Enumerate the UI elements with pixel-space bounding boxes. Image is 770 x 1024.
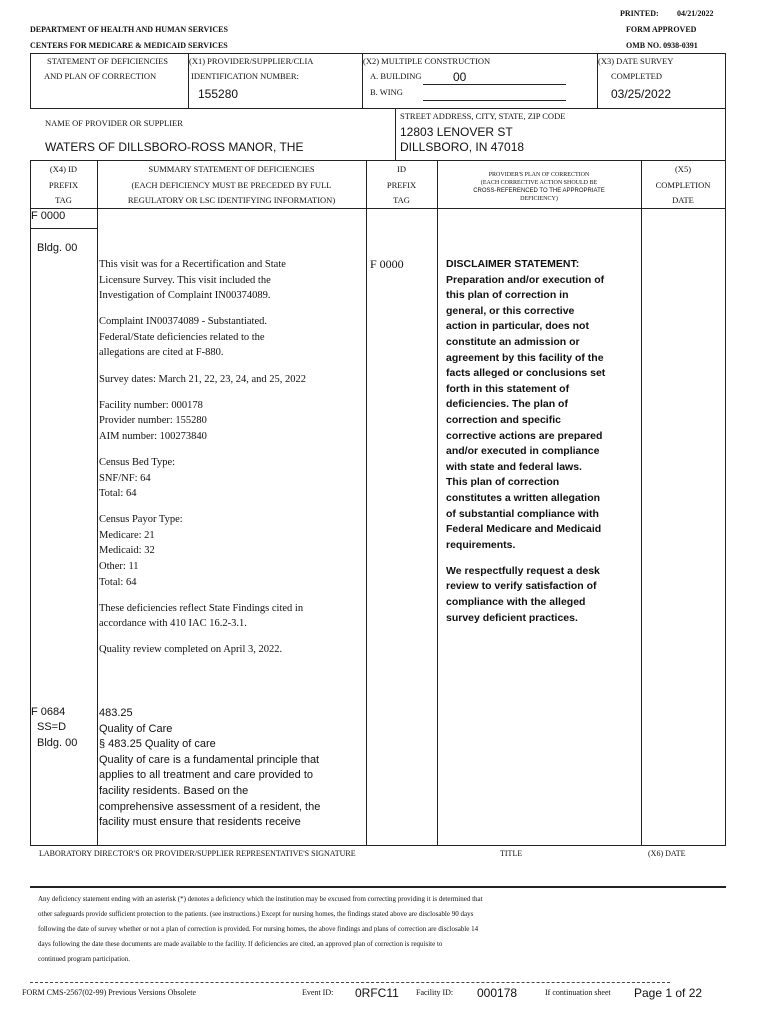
rule [641,160,642,845]
summary-line [99,590,306,601]
event-id: 0RFC11 [355,986,399,1000]
rule [395,108,396,160]
summary-statement [99,257,306,658]
facility-id-label: Facility ID: [416,988,454,997]
f0684-statement [99,706,320,831]
plan-header-4: DEFICIENCY) [520,196,558,202]
x4-tag: TAG [55,195,72,205]
disclaimer-line: corrective actions are prepared [446,429,603,442]
wing-label: B. WING [370,87,403,97]
rule [30,160,726,161]
footnote-line: Any deficiency statement ending with an asterisk (*) denotes a deficiency which the institution may be excused from correcting providing it is determined that [38,895,483,903]
rule [30,160,31,845]
statement-label: STATEMENT OF DEFICIENCIES [47,56,169,66]
building-tag: Bldg. 00 [37,242,78,254]
summary-header-3: REGULATORY OR LSC IDENTIFYING INFORMATION) [127,195,336,205]
prefix-tag-f0684: F 0684 [31,706,66,718]
summary-line: Medicare: 21 [99,529,155,541]
prefix-tag-f0000: F 0000 [31,210,66,222]
id-prefix-f0000: F 0000 [370,257,404,271]
summary-header: SUMMARY STATEMENT OF DEFICIENCIES [148,164,315,174]
disclaimer-line: agreement by this facility of the [446,351,604,364]
plan-label: AND PLAN OF CORRECTION [44,71,157,81]
f0684-line: facility residents. Based on the [99,784,249,797]
summary-line: Census Payor Type: [99,514,183,526]
building-underline [423,84,566,85]
disclaimer-line: and/or executed in compliance [446,445,600,458]
disclaimer-line: survey deficient practices. [446,611,578,624]
rule [30,108,726,109]
building-label: A. BUILDING [370,71,422,81]
summary-line: Total: 64 [99,576,137,588]
summary-line: Provider number: 155280 [99,415,207,427]
rule [30,53,31,108]
summary-line [99,387,306,398]
form-number: FORM CMS-2567(02-99) Previous Versions Obsolete [22,988,197,997]
disclaimer-line: general, or this corrective [446,304,575,317]
disclaimer-line: this plan of correction in [446,289,569,302]
summary-line: SNF/NF: 64 [99,472,151,484]
event-id-label: Event ID: [302,988,334,997]
disclaimer-line: facts alleged or conclusions set [446,367,606,380]
disclaimer-line: requirements. [446,538,516,551]
department-name: DEPARTMENT OF HEALTH AND HUMAN SERVICES [30,25,228,34]
rule [30,208,726,209]
address-label: STREET ADDRESS, CITY, STATE, ZIP CODE [400,111,566,121]
x5-completion: COMPLETION [655,180,711,190]
disclaimer-statement [446,257,605,626]
footnote [38,892,483,967]
disclaimer-line: review to verify satisfaction of [446,580,597,593]
building-tag-2: Bldg. 00 [37,737,78,749]
disclaimer-line: correction and specific [446,413,561,426]
summary-line: This visit was for a Recertification and State [99,259,286,270]
summary-header-2: (EACH DEFICIENCY MUST BE PRECEDED BY FULL [131,180,332,190]
summary-line [99,361,306,372]
summary-line: Licensure Survey. This visit included the [99,274,271,286]
f0684-line: § 483.25 Quality of care [99,738,216,751]
x1-label: (X1) PROVIDER/SUPPLIER/CLIA [189,56,314,66]
f0684-line: Quality of care is a fundamental principle that [99,753,320,766]
plan-header: PROVIDER'S PLAN OF CORRECTION [488,172,590,178]
x6-date-label: (X6) DATE [648,849,686,858]
plan-header-2: (EACH CORRECTIVE ACTION SHOULD BE [480,180,598,186]
x2-label: (X2) MULTIPLE CONSTRUCTION [363,56,491,66]
form-approved: FORM APPROVED [626,25,697,34]
disclaimer-line: forth in this statement of [446,382,570,395]
printed-date: 04/21/2022 [677,9,714,18]
footnote-line: days following the date these documents are made available to the facility. If deficiencies are cited, an approved plan of correction is requisite to [38,940,443,948]
signature-label: LABORATORY DIRECTOR'S OR PROVIDER/SUPPLIER REPRESENTATIVE'S SIGNATURE [39,849,356,858]
building-value: 00 [453,70,467,84]
rule [725,53,726,845]
f0684-line: 483.25 [99,707,133,719]
summary-line: Quality review completed on April 3, 2022. [99,644,283,656]
summary-line: Investigation of Complaint IN00374089. [99,290,271,302]
rule [30,228,97,229]
provider-id-number: 155280 [198,87,239,101]
summary-line: Other: 11 [99,561,139,572]
summary-line: accordance with 410 IAC 16.2-3.1. [99,618,247,630]
disclaimer-line: constitutes a written allegation [446,491,601,504]
scope-severity: SS=D [37,721,67,733]
address-line-2: DILLSBORO, IN 47018 [400,140,525,154]
centers-name: CENTERS FOR MEDICARE & MEDICAID SERVICES [30,41,228,50]
summary-line: AIM number: 100273840 [99,430,207,442]
summary-line: allegations are cited at F-880. [99,347,224,359]
rule [366,160,367,845]
provider-name: WATERS OF DILLSBORO-ROSS MANOR, THE [45,140,304,154]
summary-line [99,632,306,643]
summary-line: Facility number: 000178 [99,399,203,411]
summary-line: Complaint IN00374089 - Substantiated. [99,316,267,328]
disclaimer-line: Preparation and/or execution of [446,273,605,286]
plan-header-3: CROSS-REFERENCED TO THE APPROPRIATE [473,188,605,194]
f0684-line: Quality of Care [99,722,173,735]
disclaimer-line: compliance with the alleged [446,595,586,608]
disclaimer-line: This plan of correction [446,476,560,489]
x3-label: (X3) DATE SURVEY [598,56,674,66]
disclaimer-line: Federal Medicare and Medicaid [446,523,602,536]
x4-prefix: PREFIX [48,180,79,190]
disclaimer-line: action in particular, does not [446,320,589,333]
rule [30,53,726,54]
summary-line: Total: 64 [99,488,137,500]
disclaimer-line: DISCLAIMER STATEMENT: [446,258,580,270]
rule [437,160,438,845]
disclaimer-line: We respectfully request a desk [446,564,600,577]
footnote-line: continued program participation. [38,955,130,963]
rule [30,845,726,846]
provider-name-label: NAME OF PROVIDER OR SUPPLIER [45,118,183,128]
wing-underline [423,100,566,101]
disclaimer-line [446,553,605,564]
id-header: ID [397,164,406,174]
disclaimer-line: with state and federal laws. [446,460,582,473]
footnote-line: other safeguards provide sufficient protection to the patients. (see instructions.) Except for nursing homes, the findings stated above are disclosable 90 days [38,910,474,918]
f0684-line: facility must ensure that residents receive [99,816,301,829]
survey-completed-date: 03/25/2022 [611,87,672,101]
disclaimer-line: of substantial compliance with [446,507,599,520]
id-prefix: PREFIX [386,180,417,190]
omb-number: OMB NO. 0938-0391 [626,41,698,50]
continuation-label: If continuation sheet [545,988,611,997]
summary-line [99,444,306,455]
disclaimer-line: deficiencies. The plan of [446,398,568,411]
footnote-line: following the date of survey whether or not a plan of correction is provided. For nursing homes, the above findings and plans of correction are disclosable 14 [38,925,479,933]
summary-line: Census Bed Type: [99,456,176,468]
address-line-1: 12803 LENOVER ST [400,125,513,139]
summary-line: Federal/State deficiencies related to the [99,331,265,343]
disclaimer-line: constitute an admission or [446,335,580,348]
x5-header: (X5) [674,164,692,174]
rule [97,160,98,845]
summary-line: Medicaid: 32 [99,545,155,557]
f0684-line: applies to all treatment and care provided to [99,769,314,782]
f0684-line: comprehensive assessment of a resident, the [99,800,321,813]
page-number: Page 1 of 22 [634,986,703,1000]
facility-id: 000178 [477,986,518,1000]
rule [30,886,726,888]
x3-label-2: COMPLETED [611,71,662,81]
title-label: TITLE [500,849,523,858]
x4-header: (X4) ID [49,164,78,174]
summary-line: These deficiencies reflect State Findings cited in [99,602,304,614]
rule [30,982,670,983]
printed-label: PRINTED: [620,9,659,18]
x1-label-2: IDENTIFICATION NUMBER: [191,71,299,81]
summary-line: Survey dates: March 21, 22, 23, 24, and 25, 2022 [99,373,307,385]
x5-date: DATE [672,195,694,205]
summary-line [99,502,306,513]
summary-line [99,304,306,315]
id-tag: TAG [393,195,410,205]
